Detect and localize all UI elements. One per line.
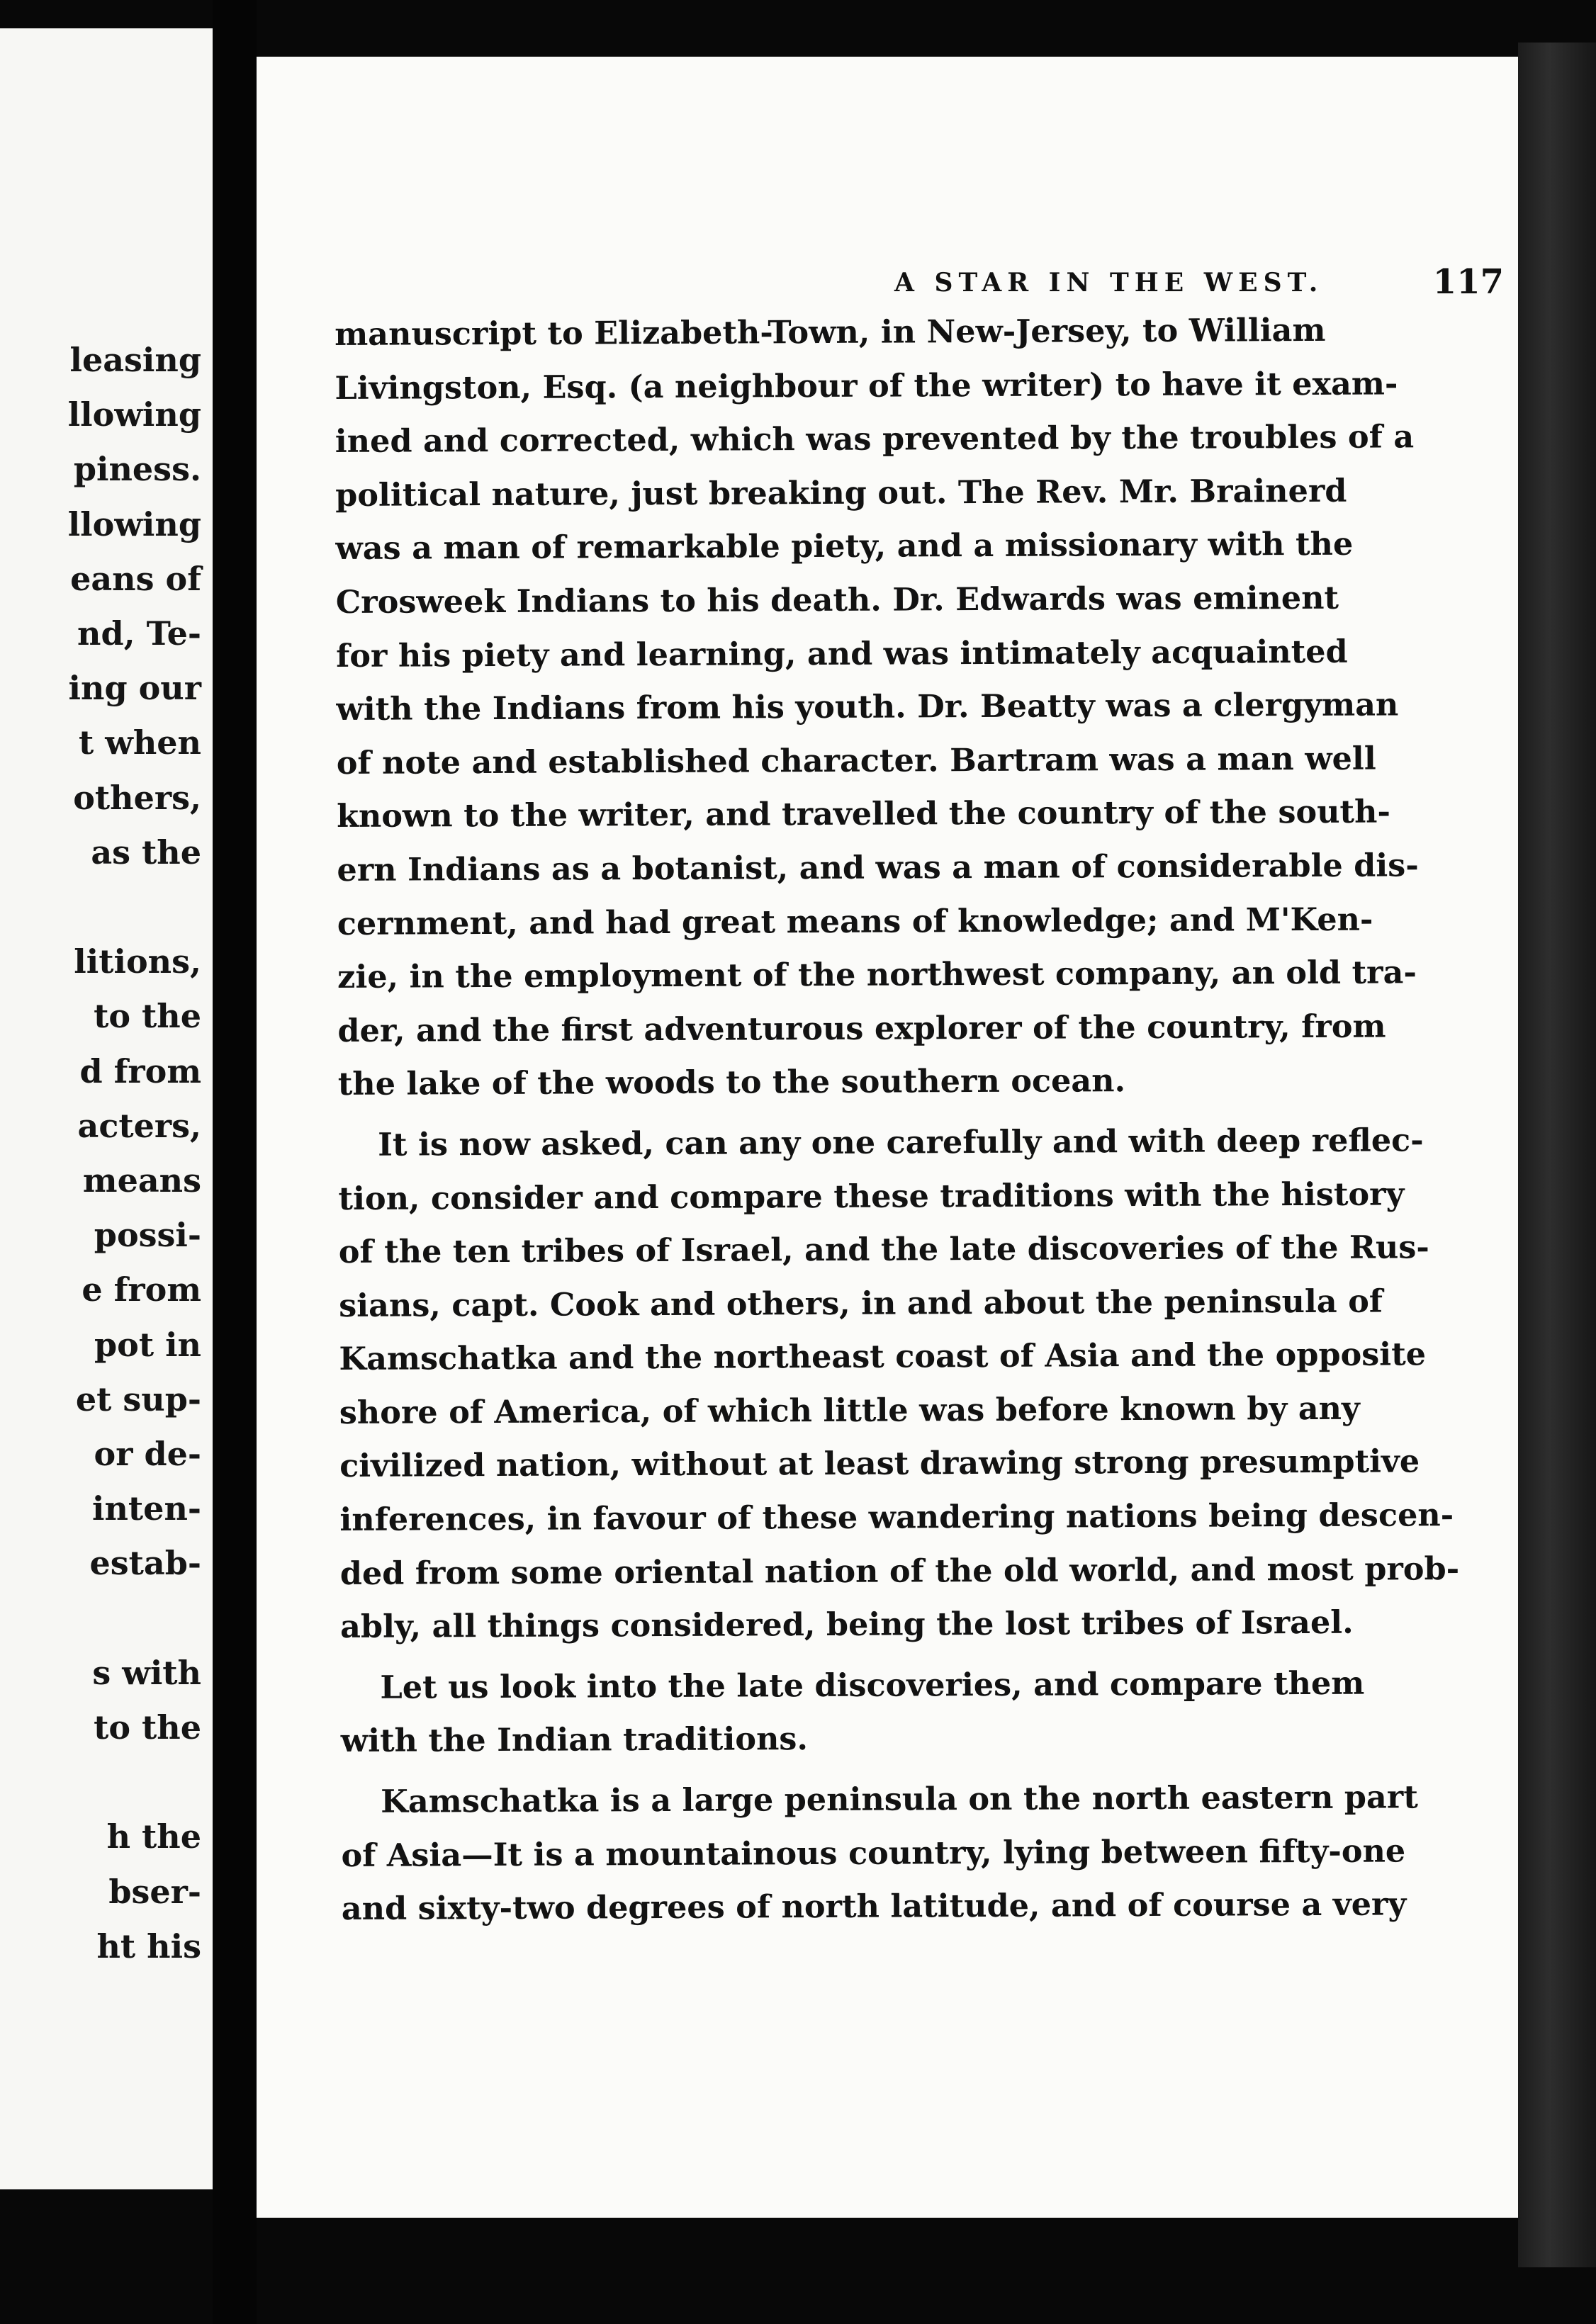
text-line: for his piety and learning, and was intimately acquainted (336, 633, 1348, 675)
text-line: Livingston, Esq. (a neighbour of the writer) to have it exam- (335, 365, 1398, 407)
left-page-fragment: or de- (94, 1435, 201, 1474)
left-page-fragment: ing our (68, 669, 201, 708)
text-line: cernment, and had great means of knowledge; and M'Ken- (337, 901, 1373, 942)
text-line: known to the writer, and travelled the country of the south- (337, 793, 1390, 835)
text-line: with the Indian traditions. (340, 1720, 809, 1760)
book-gutter (213, 0, 257, 2324)
text-line: of note and established character. Bartram was a man well (336, 740, 1376, 782)
text-line: of the ten tribes of Israel, and the late discoveries of the Rus- (338, 1229, 1429, 1271)
text-line: was a man of remarkable piety, and a missionary with the (335, 526, 1354, 568)
left-page-fragment: inten- (92, 1489, 201, 1528)
left-page-fragment: nd, Te- (77, 614, 201, 653)
left-page-fragment: estab- (89, 1544, 201, 1583)
text-line: political nature, just breaking out. The Rev. Mr. Brainerd (335, 472, 1347, 514)
left-page-fragment: ht his (96, 1927, 201, 1965)
left-page-fragment: eans of (70, 559, 201, 598)
left-page-fragment: h the (106, 1817, 201, 1856)
left-page-fragment: llowing (67, 504, 201, 543)
text-line: tion, consider and compare these traditions with the history (338, 1175, 1405, 1217)
text-line: Crosweek Indians to his death. Dr. Edwards was eminent (335, 579, 1339, 621)
text-line: zie, in the employment of the northwest company, an old tra- (337, 954, 1417, 996)
left-page-fragment: e from (82, 1270, 201, 1309)
left-page-fragment: et sup- (75, 1380, 201, 1418)
left-page-fragment (0, 880, 201, 935)
left-page-fragment: possi- (94, 1216, 201, 1255)
left-page-fragment: s with (92, 1653, 201, 1692)
right-page (257, 57, 1518, 2218)
text-line: ably, all things considered, being the lost tribes of Israel. (340, 1603, 1354, 1646)
text-line: ern Indians as a botanist, and was a man of considerable dis- (337, 847, 1419, 889)
text-line: civilized nation, without at least drawing strong presumptive (339, 1443, 1420, 1485)
left-page-fragment: acters, (77, 1106, 201, 1145)
text-line: Kamschatka is a large peninsula on the north eastern part (381, 1778, 1418, 1820)
text-line: sians, capt. Cook and others, in and about the peninsula of (339, 1282, 1383, 1324)
text-line: inferences, in favour of these wandering nations being descen- (339, 1496, 1454, 1539)
left-page-fragment: others, (73, 778, 201, 817)
left-page-fragment (0, 1591, 201, 1646)
left-page-text-fragments (0, 333, 201, 1974)
text-line: der, and the first adventurous explorer of the country, from (337, 1008, 1386, 1049)
left-page-fragment: d from (79, 1051, 201, 1090)
page-number: 117 (1432, 262, 1504, 302)
text-line: Let us look into the late discoveries, and compare them (380, 1664, 1365, 1706)
text-line: manuscript to Elizabeth-Town, in New-Jersey, to William (335, 311, 1326, 353)
text-line: of Asia—It is a mountainous country, lying between fifty-one (341, 1832, 1406, 1874)
left-page-fragment: means (82, 1161, 201, 1200)
text-line: and sixty-two degrees of north latitude, and of course a very (341, 1885, 1407, 1928)
left-page-fragment: bser- (108, 1872, 201, 1911)
page-edge-shadow (1518, 43, 1596, 2267)
left-page-fragment: pot in (94, 1325, 201, 1364)
left-page-fragment: litions, (74, 942, 201, 981)
left-page-fragment: llowing (67, 395, 201, 434)
text-line: ined and corrected, which was prevented by the troubles of a (335, 418, 1415, 461)
body-text (335, 304, 1460, 1936)
left-facing-page (0, 28, 213, 2189)
left-page-fragment: piness. (73, 450, 201, 489)
text-line: with the Indians from his youth. Dr. Beatty was a clergyman (336, 686, 1399, 728)
left-page-fragment: to the (94, 1708, 201, 1747)
text-line: Kamschatka and the northeast coast of Asia and the opposite (339, 1336, 1427, 1378)
left-page-fragment: t when (78, 723, 201, 762)
left-page-fragment (0, 1755, 201, 1810)
text-line: the lake of the woods to the southern ocean. (337, 1062, 1126, 1103)
left-page-fragment: as the (91, 833, 201, 872)
text-line: shore of America, of which little was before known by any (339, 1389, 1360, 1431)
left-page-fragment: to the (94, 997, 201, 1036)
left-page-fragment: leasing (69, 341, 201, 379)
text-line: ded from some oriental nation of the old world, and most prob- (339, 1550, 1460, 1592)
running-head-title: A STAR IN THE WEST. (894, 268, 1324, 298)
text-line: It is now asked, can any one carefully and with deep reflec- (378, 1122, 1424, 1163)
